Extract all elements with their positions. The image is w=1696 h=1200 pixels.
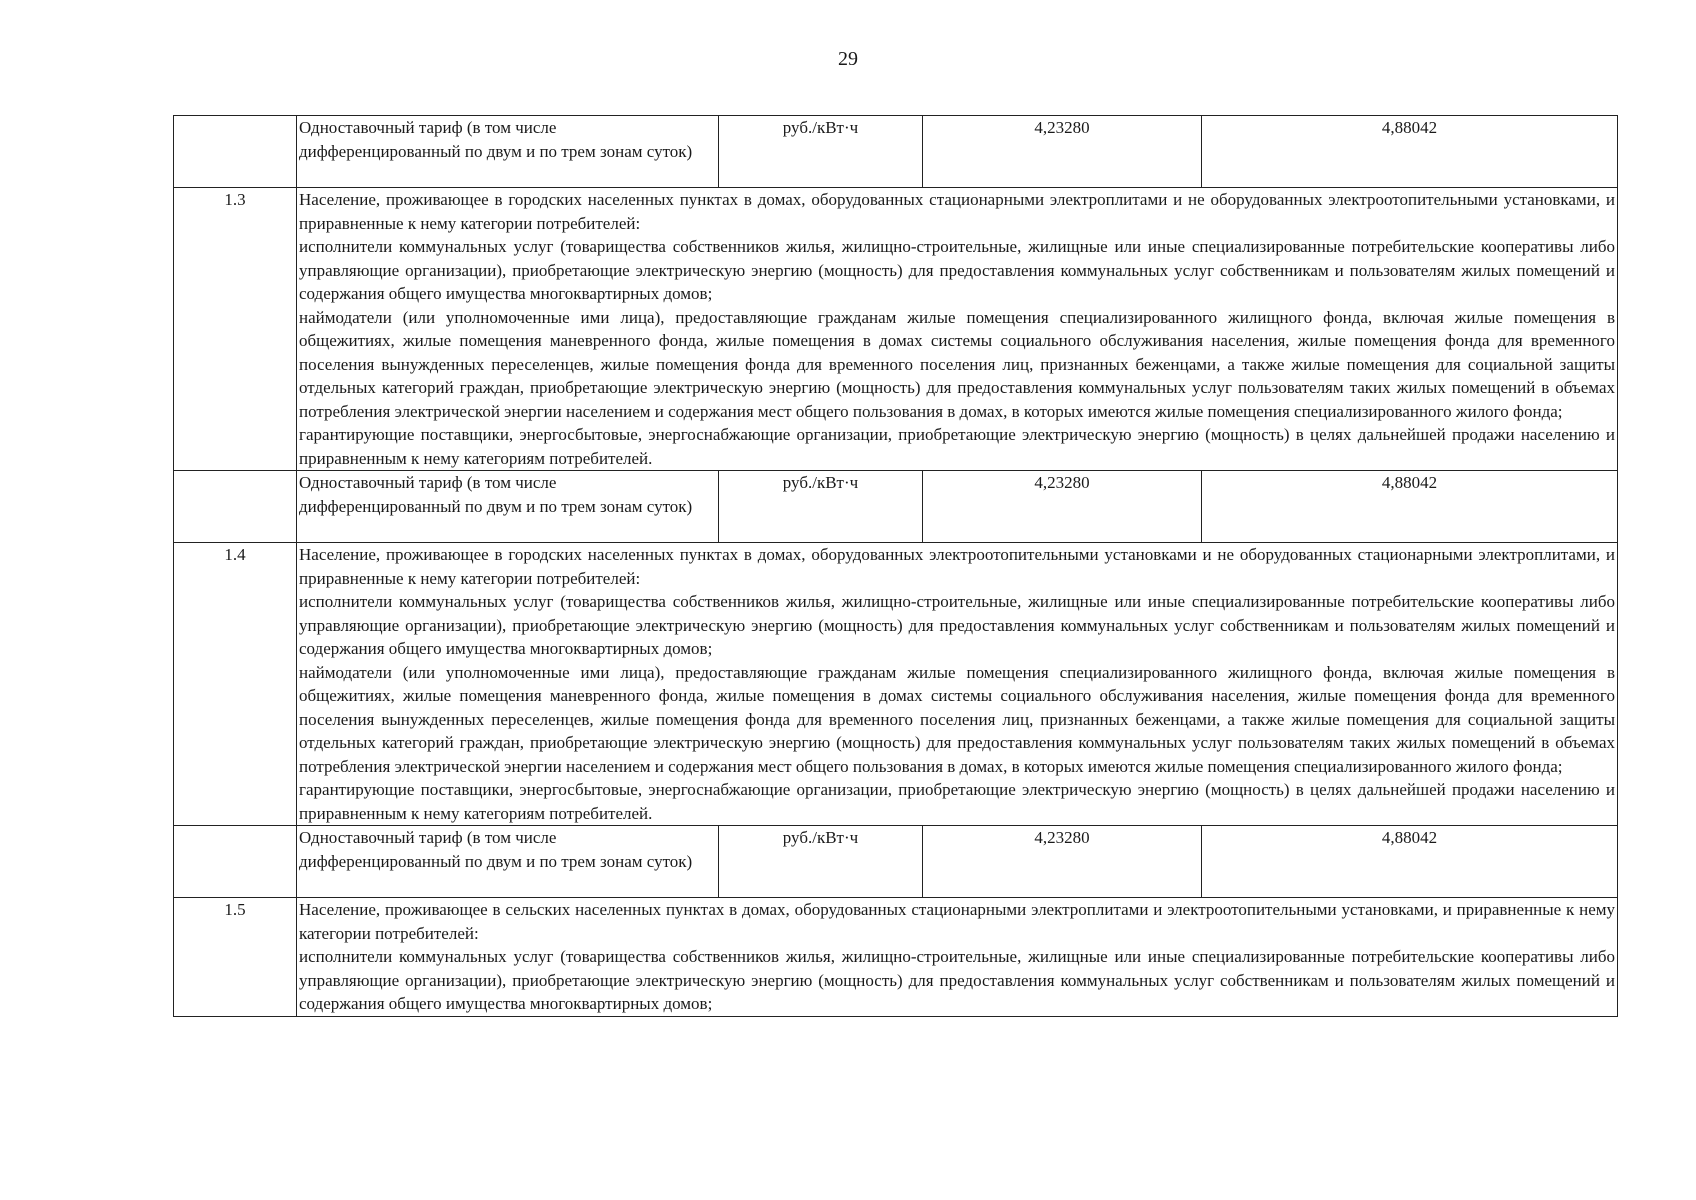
tariff-value-first-half: 4,23280	[923, 471, 1202, 543]
category-row	[174, 188, 1618, 471]
tariff-row	[174, 116, 1618, 188]
category-number: 1.4	[174, 543, 297, 826]
tariff-unit: руб./кВт·ч	[719, 471, 923, 543]
tariff-name: Одноставочный тариф (в том числе дифференцированный по двум и по трем зонам суток)	[297, 826, 719, 898]
category-number: 1.5	[174, 898, 297, 1017]
category-paragraph: гарантирующие поставщики, энергосбытовые, энергоснабжающие организации, приобретающие электрическую энергию (мощность) в целях дальнейшей продажи населению и приравненным к нему категориям потребителей.	[299, 425, 1615, 468]
category-paragraph: наймодатели (или уполномоченные ими лица), предоставляющие гражданам жилые помещения специализированного жилищного фонда, включая жилые помещения в общежитиях, жилые помещения маневренного фонда, жилые помещения в домах системы социального обслуживания населения, жилые помещения фонда для временного поселения вынужденных переселенцев, жилые помещения фонда для временного поселения лиц, признанных беженцами, а также жилые помещения для социальной защиты отдельных категорий граждан, приобретающие электрическую энергию (мощность) для предоставления коммунальных услуг пользователям таких жилых помещений в объемах потребления электрической энергии населением и содержания мест общего пользования в домах, в которых имеются жилые помещения специализированного жилого фонда;	[299, 307, 1615, 421]
tariff-unit: руб./кВт·ч	[719, 826, 923, 898]
tariff-value-first-half: 4,23280	[923, 116, 1202, 188]
row-number	[174, 826, 297, 898]
tariff-row	[174, 826, 1618, 898]
tariff-name: Одноставочный тариф (в том числе дифференцированный по двум и по трем зонам суток)	[297, 471, 719, 543]
row-number	[174, 116, 297, 188]
category-row	[174, 898, 1618, 1017]
category-paragraph: исполнители коммунальных услуг (товарищества собственников жилья, жилищно-строительные, жилищные или иные специализированные потребительские кооперативы либо управляющие организации), приобретающие электрическую энергию (мощность) для предоставления коммунальных услуг собственникам и пользователям жилых помещений и содержания общего имущества многоквартирных домов;	[299, 592, 1615, 658]
category-row	[174, 543, 1618, 826]
row-number	[174, 471, 297, 543]
tariff-value-second-half: 4,88042	[1202, 116, 1618, 188]
tariff-unit: руб./кВт·ч	[719, 116, 923, 188]
tariff-table	[173, 115, 1618, 1017]
category-paragraph: исполнители коммунальных услуг (товарищества собственников жилья, жилищно-строительные, жилищные или иные специализированные потребительские кооперативы либо управляющие организации), приобретающие электрическую энергию (мощность) для предоставления коммунальных услуг собственникам и пользователям жилых помещений и содержания общего имущества многоквартирных домов;	[299, 237, 1615, 303]
category-number: 1.3	[174, 188, 297, 471]
category-paragraph: гарантирующие поставщики, энергосбытовые, энергоснабжающие организации, приобретающие электрическую энергию (мощность) в целях дальнейшей продажи населению и приравненным к нему категориям потребителей.	[299, 780, 1615, 823]
category-paragraph: исполнители коммунальных услуг (товарищества собственников жилья, жилищно-строительные, жилищные или иные специализированные потребительские кооперативы либо управляющие организации), приобретающие электрическую энергию (мощность) для предоставления коммунальных услуг собственникам и пользователям жилых помещений и содержания общего имущества многоквартирных домов;	[299, 947, 1615, 1013]
category-paragraph: Население, проживающее в сельских населенных пунктах в домах, оборудованных стационарными электроплитами и электроотопительными установками, и приравненные к нему категории потребителей:	[299, 900, 1615, 943]
tariff-row	[174, 471, 1618, 543]
category-paragraph: наймодатели (или уполномоченные ими лица), предоставляющие гражданам жилые помещения специализированного жилищного фонда, включая жилые помещения в общежитиях, жилые помещения маневренного фонда, жилые помещения в домах системы социального обслуживания населения, жилые помещения фонда для временного поселения вынужденных переселенцев, жилые помещения фонда для временного поселения лиц, признанных беженцами, а также жилые помещения для социальной защиты отдельных категорий граждан, приобретающие электрическую энергию (мощность) для предоставления коммунальных услуг пользователям таких жилых помещений в объемах потребления электрической энергии населением и содержания мест общего пользования в домах, в которых имеются жилые помещения специализированного жилого фонда;	[299, 662, 1615, 776]
tariff-value-second-half: 4,88042	[1202, 826, 1618, 898]
tariff-name: Одноставочный тариф (в том числе дифференцированный по двум и по трем зонам суток)	[297, 116, 719, 188]
category-description	[297, 543, 1618, 826]
category-description	[297, 188, 1618, 471]
category-description	[297, 898, 1618, 1017]
tariff-value-second-half: 4,88042	[1202, 471, 1618, 543]
page-number: 29	[838, 48, 858, 70]
category-paragraph: Население, проживающее в городских населенных пунктах в домах, оборудованных стационарными электроплитами и не оборудованных электроотопительными установками, и приравненные к нему категории потребителей:	[299, 190, 1615, 233]
category-paragraph: Население, проживающее в городских населенных пунктах в домах, оборудованных электроотопительными установками и не оборудованных стационарными электроплитами, и приравненные к нему категории потребителей:	[299, 545, 1615, 588]
tariff-value-first-half: 4,23280	[923, 826, 1202, 898]
